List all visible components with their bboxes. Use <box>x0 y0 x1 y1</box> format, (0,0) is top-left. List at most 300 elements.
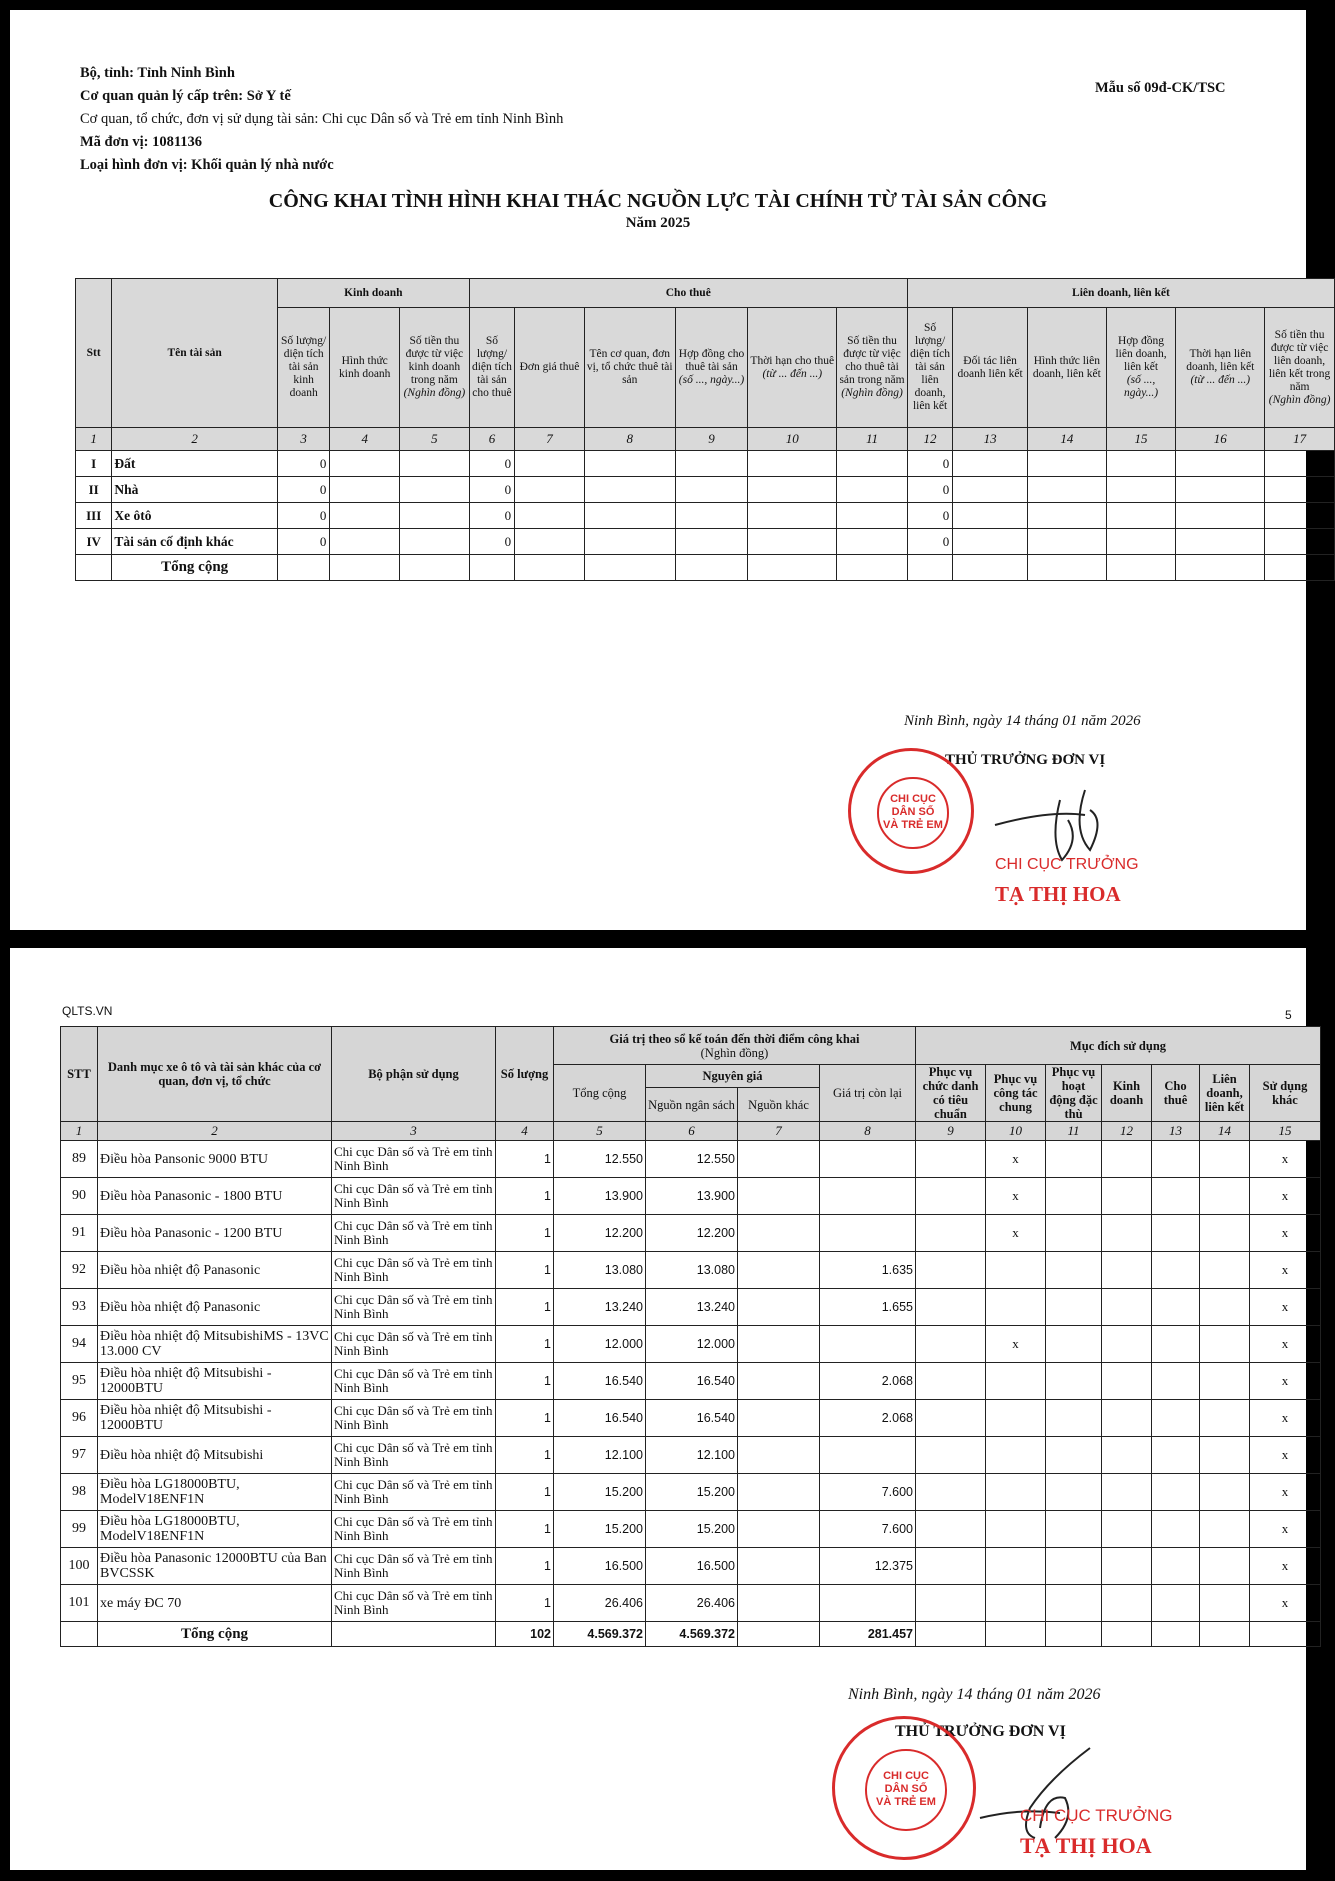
empty-cell <box>400 451 470 477</box>
col-14: Liên doanh, liên kết <box>1200 1065 1250 1122</box>
business-quantity: 0 <box>277 503 329 529</box>
handwritten-signature <box>970 1738 1110 1848</box>
budget-source-value: 16.500 <box>646 1548 738 1585</box>
column-index-15: 15 <box>1106 428 1176 451</box>
empty-cell <box>515 451 585 477</box>
column-index-1: 1 <box>76 428 112 451</box>
column-index-10: 10 <box>986 1122 1046 1141</box>
purpose-13 <box>1152 1363 1200 1400</box>
total-value: 13.900 <box>554 1178 646 1215</box>
col-10: Thời hạn cho thuê (từ ... đến ...) <box>748 308 837 428</box>
column-index-3: 3 <box>277 428 329 451</box>
header-superior: Cơ quan quản lý cấp trên: Sở Y tế <box>80 88 291 104</box>
empty-cell <box>1265 503 1335 529</box>
budget-source-value: 12.550 <box>646 1141 738 1178</box>
col-15: Hợp đồng liên doanh, liên kết (số ..., ngày...) <box>1106 308 1176 428</box>
budget-source-value: 13.240 <box>646 1289 738 1326</box>
purpose-11 <box>1046 1400 1102 1437</box>
purpose-14 <box>1200 1215 1250 1252</box>
header-unit-code: Mã đơn vị: 1081136 <box>80 134 203 150</box>
purpose-12 <box>1102 1585 1152 1622</box>
column-index-2: 2 <box>112 428 278 451</box>
purpose-12 <box>1102 1252 1152 1289</box>
empty-cell <box>1027 529 1106 555</box>
quantity: 1 <box>496 1585 554 1622</box>
col-8: Tên cơ quan, đơn vị, tổ chức thuê tài sản <box>584 308 675 428</box>
col-17: Số tiền thu được từ việc liên doanh, liên kết trong năm (Nghìn đồng) <box>1265 308 1335 428</box>
column-index-2: 2 <box>98 1122 332 1141</box>
other-source-value <box>738 1585 820 1622</box>
quantity: 1 <box>496 1511 554 1548</box>
column-index-3: 3 <box>332 1122 496 1141</box>
purpose-14 <box>1200 1548 1250 1585</box>
budget-source-value: 16.540 <box>646 1363 738 1400</box>
empty-cell <box>1027 477 1106 503</box>
empty-cell <box>584 477 675 503</box>
total-label: Tổng cộng <box>98 1622 332 1647</box>
seal-center: CHI CỤC DÂN SỐ VÀ TRẺ EM <box>877 777 948 848</box>
purpose-15: x <box>1250 1437 1321 1474</box>
rental-quantity: 0 <box>469 503 514 529</box>
row-number: III <box>76 503 112 529</box>
purpose-9 <box>916 1141 986 1178</box>
purpose-13 <box>1152 1400 1200 1437</box>
column-index-4: 4 <box>330 428 400 451</box>
remaining-value <box>820 1326 916 1363</box>
asset-name: Điều hòa nhiệt độ Mitsubishi - 12000BTU <box>98 1363 332 1400</box>
purpose-15: x <box>1250 1178 1321 1215</box>
asset-name: Tài sản cố định khác <box>112 529 278 555</box>
remaining-value <box>820 1215 916 1252</box>
asset-name: Điều hòa Panasonic - 1200 BTU <box>98 1215 332 1252</box>
total-value: 13.080 <box>554 1252 646 1289</box>
page-number: 5 <box>1285 1008 1292 1022</box>
empty-cell <box>953 451 1028 477</box>
group-rental: Cho thuê <box>469 279 907 308</box>
purpose-13 <box>1152 1437 1200 1474</box>
column-index-15: 15 <box>1250 1122 1321 1141</box>
department: Chi cục Dân số và Trẻ em tỉnh Ninh Bình <box>332 1289 496 1326</box>
purpose-10 <box>986 1363 1046 1400</box>
column-index-1: 1 <box>61 1122 98 1141</box>
group-purpose: Mục đích sử dụng <box>916 1027 1321 1065</box>
purpose-14 <box>1200 1437 1250 1474</box>
budget-source-value: 12.100 <box>646 1437 738 1474</box>
document-page-1 <box>10 10 1331 930</box>
total-value: 13.240 <box>554 1289 646 1326</box>
purpose-14 <box>1200 1585 1250 1622</box>
empty-cell <box>1106 451 1176 477</box>
table-row <box>61 1141 1321 1178</box>
asset-name: Điều hòa LG18000BTU, ModelV18ENF1N <box>98 1511 332 1548</box>
remaining-value <box>820 1585 916 1622</box>
purpose-14 <box>1200 1474 1250 1511</box>
col-stt: STT <box>61 1027 98 1122</box>
empty-cell <box>1176 477 1265 503</box>
col-asset-name: Tên tài sản <box>112 279 278 428</box>
purpose-10 <box>986 1289 1046 1326</box>
remaining-value: 1.635 <box>820 1252 916 1289</box>
department: Chi cục Dân số và Trẻ em tỉnh Ninh Bình <box>332 1585 496 1622</box>
col-11: Số tiền thu được từ việc cho thuê tài sản trong năm (Nghìn đồng) <box>837 308 908 428</box>
asset-name: Điều hòa Panasonic - 1800 BTU <box>98 1178 332 1215</box>
empty-cell <box>953 529 1028 555</box>
business-quantity: 0 <box>277 477 329 503</box>
purpose-10: x <box>986 1141 1046 1178</box>
column-index-13: 13 <box>1152 1122 1200 1141</box>
col-asset-name: Danh mục xe ô tô và tài sản khác của cơ quan, đơn vị, tổ chức <box>98 1027 332 1122</box>
purpose-11 <box>1046 1437 1102 1474</box>
col-quantity: Số lượng <box>496 1027 554 1122</box>
purpose-9 <box>916 1363 986 1400</box>
row-number: 97 <box>61 1437 98 1474</box>
col-7: Đơn giá thuê <box>515 308 585 428</box>
empty-cell <box>837 451 908 477</box>
row-number: I <box>76 451 112 477</box>
purpose-9 <box>916 1511 986 1548</box>
empty-cell <box>748 529 837 555</box>
empty-cell <box>584 503 675 529</box>
budget-source-value: 15.200 <box>646 1511 738 1548</box>
purpose-9 <box>916 1215 986 1252</box>
purpose-13 <box>1152 1511 1200 1548</box>
col-5: Số tiền thu được từ việc kinh doanh trong năm (Nghìn đồng) <box>400 308 470 428</box>
empty-cell <box>1106 503 1176 529</box>
header-province: Bộ, tỉnh: Tỉnh Ninh Bình <box>80 65 235 81</box>
remaining-value: 1.655 <box>820 1289 916 1326</box>
purpose-14 <box>1200 1289 1250 1326</box>
purpose-10 <box>986 1511 1046 1548</box>
quantity: 1 <box>496 1363 554 1400</box>
remaining-value: 12.375 <box>820 1548 916 1585</box>
asset-name: Điều hòa Panasonic 12000BTU của Ban BVCSSK <box>98 1548 332 1585</box>
header-agency: Cơ quan, tổ chức, đơn vị sử dụng tài sản: Chi cục Dân số và Trẻ em tỉnh Ninh Bình <box>80 111 564 127</box>
other-source-value <box>738 1363 820 1400</box>
header-unit-type: Loại hình đơn vị: Khối quản lý nhà nước <box>80 157 334 173</box>
column-index-12: 12 <box>907 428 952 451</box>
asset-name: Đất <box>112 451 278 477</box>
empty-cell <box>1265 529 1335 555</box>
column-index-row <box>76 428 1335 451</box>
purpose-12 <box>1102 1511 1152 1548</box>
row-number: 92 <box>61 1252 98 1289</box>
empty-cell <box>1176 503 1265 529</box>
asset-name: Điều hòa nhiệt độ Panasonic <box>98 1289 332 1326</box>
department: Chi cục Dân số và Trẻ em tỉnh Ninh Bình <box>332 1141 496 1178</box>
other-source-value <box>738 1437 820 1474</box>
other-source-value <box>738 1511 820 1548</box>
total-value: 26.406 <box>554 1585 646 1622</box>
row-number: 96 <box>61 1400 98 1437</box>
purpose-9 <box>916 1326 986 1363</box>
quantity: 1 <box>496 1474 554 1511</box>
empty-cell <box>837 477 908 503</box>
table-row <box>76 503 1335 529</box>
joint-venture-quantity: 0 <box>907 503 952 529</box>
column-index-11: 11 <box>1046 1122 1102 1141</box>
empty-cell <box>953 477 1028 503</box>
total-value: 4.569.372 <box>554 1622 646 1647</box>
asset-name: Nhà <box>112 477 278 503</box>
column-index-17: 17 <box>1265 428 1335 451</box>
remaining-value <box>820 1141 916 1178</box>
other-source-value <box>738 1141 820 1178</box>
empty-cell <box>515 529 585 555</box>
quantity: 1 <box>496 1400 554 1437</box>
col-9: Hợp đồng cho thuê tài sản (số ..., ngày...) <box>675 308 748 428</box>
col-other-source: Nguồn khác <box>738 1088 820 1122</box>
signature-place-date: Ninh Bình, ngày 14 tháng 01 năm 2026 <box>904 713 1141 729</box>
purpose-14 <box>1200 1363 1250 1400</box>
column-index-8: 8 <box>820 1122 916 1141</box>
purpose-14 <box>1200 1178 1250 1215</box>
department: Chi cục Dân số và Trẻ em tỉnh Ninh Bình <box>332 1252 496 1289</box>
empty-cell <box>1176 529 1265 555</box>
empty-cell <box>1106 477 1176 503</box>
purpose-12 <box>1102 1437 1152 1474</box>
seal-center: CHI CỤC DÂN SỐ VÀ TRẺ EM <box>865 1749 946 1830</box>
budget-source-value: 13.080 <box>646 1252 738 1289</box>
column-index-5: 5 <box>554 1122 646 1141</box>
purpose-10: x <box>986 1326 1046 1363</box>
table-row <box>61 1437 1321 1474</box>
rental-quantity: 0 <box>469 451 514 477</box>
purpose-10 <box>986 1252 1046 1289</box>
total-value: 16.540 <box>554 1363 646 1400</box>
row-number: IV <box>76 529 112 555</box>
total-budget: 4.569.372 <box>646 1622 738 1647</box>
purpose-12 <box>1102 1178 1152 1215</box>
empty-cell <box>675 503 748 529</box>
col-9: Phục vụ chức danh có tiêu chuẩn <box>916 1065 986 1122</box>
purpose-15: x <box>1250 1400 1321 1437</box>
empty-cell <box>400 529 470 555</box>
purpose-9 <box>916 1289 986 1326</box>
purpose-13 <box>1152 1252 1200 1289</box>
purpose-15: x <box>1250 1326 1321 1363</box>
column-index-11: 11 <box>837 428 908 451</box>
table-row <box>76 451 1335 477</box>
purpose-9 <box>916 1178 986 1215</box>
row-number: 90 <box>61 1178 98 1215</box>
other-source-value <box>738 1400 820 1437</box>
table-row <box>76 529 1335 555</box>
purpose-14 <box>1200 1511 1250 1548</box>
empty-cell <box>953 503 1028 529</box>
col-total: Tổng cộng <box>554 1065 646 1122</box>
rental-quantity: 0 <box>469 529 514 555</box>
department: Chi cục Dân số và Trẻ em tỉnh Ninh Bình <box>332 1511 496 1548</box>
col-16: Thời hạn liên doanh, liên kết (từ ... đến ...) <box>1176 308 1265 428</box>
asset-name: Điều hòa nhiệt độ Mitsubishi - 12000BTU <box>98 1400 332 1437</box>
purpose-12 <box>1102 1548 1152 1585</box>
empty-cell <box>1176 451 1265 477</box>
joint-venture-quantity: 0 <box>907 451 952 477</box>
other-source-value <box>738 1289 820 1326</box>
purpose-10: x <box>986 1215 1046 1252</box>
purpose-15: x <box>1250 1585 1321 1622</box>
other-source-value <box>738 1474 820 1511</box>
purpose-13 <box>1152 1289 1200 1326</box>
other-source-value <box>738 1252 820 1289</box>
purpose-10 <box>986 1585 1046 1622</box>
total-label: Tổng cộng <box>112 555 278 581</box>
total-remaining: 281.457 <box>820 1622 916 1647</box>
purpose-13 <box>1152 1215 1200 1252</box>
column-index-9: 9 <box>675 428 748 451</box>
other-source-value <box>738 1178 820 1215</box>
column-index-6: 6 <box>646 1122 738 1141</box>
col-budget-source: Nguồn ngân sách <box>646 1088 738 1122</box>
department: Chi cục Dân số và Trẻ em tỉnh Ninh Bình <box>332 1548 496 1585</box>
purpose-12 <box>1102 1141 1152 1178</box>
budget-source-value: 13.900 <box>646 1178 738 1215</box>
empty-cell <box>515 503 585 529</box>
purpose-12 <box>1102 1215 1152 1252</box>
remaining-value <box>820 1178 916 1215</box>
purpose-15: x <box>1250 1363 1321 1400</box>
table-row <box>61 1326 1321 1363</box>
purpose-14 <box>1200 1326 1250 1363</box>
empty-cell <box>400 477 470 503</box>
column-index-13: 13 <box>953 428 1028 451</box>
empty-cell <box>675 451 748 477</box>
purpose-11 <box>1046 1141 1102 1178</box>
row-number: 94 <box>61 1326 98 1363</box>
empty-cell <box>748 451 837 477</box>
total-value: 12.550 <box>554 1141 646 1178</box>
col-6: Số lượng/ diện tích tài sản cho thuê <box>469 308 514 428</box>
purpose-11 <box>1046 1178 1102 1215</box>
column-index-row <box>61 1122 1321 1141</box>
total-value: 15.200 <box>554 1511 646 1548</box>
row-number: 100 <box>61 1548 98 1585</box>
empty-cell <box>837 529 908 555</box>
column-index-4: 4 <box>496 1122 554 1141</box>
purpose-11 <box>1046 1585 1102 1622</box>
quantity: 1 <box>496 1215 554 1252</box>
row-number: II <box>76 477 112 503</box>
purpose-9 <box>916 1548 986 1585</box>
asset-list-table <box>60 1026 1321 1647</box>
purpose-11 <box>1046 1326 1102 1363</box>
form-number: Mẫu số 09đ-CK/TSC <box>1095 80 1226 96</box>
signature-place-date: Ninh Bình, ngày 14 tháng 01 năm 2026 <box>848 1686 1101 1703</box>
column-index-14: 14 <box>1027 428 1106 451</box>
asset-name: xe máy ĐC 70 <box>98 1585 332 1622</box>
department: Chi cục Dân số và Trẻ em tỉnh Ninh Bình <box>332 1178 496 1215</box>
budget-source-value: 12.200 <box>646 1215 738 1252</box>
empty-cell <box>330 529 400 555</box>
empty-cell <box>675 477 748 503</box>
total-value: 15.200 <box>554 1474 646 1511</box>
quantity: 1 <box>496 1141 554 1178</box>
asset-name: Điều hòa nhiệt độ Panasonic <box>98 1252 332 1289</box>
official-seal <box>832 1716 976 1860</box>
table-row <box>61 1585 1321 1622</box>
empty-cell <box>748 477 837 503</box>
empty-cell <box>748 503 837 529</box>
total-value: 12.100 <box>554 1437 646 1474</box>
purpose-15: x <box>1250 1289 1321 1326</box>
purpose-10: x <box>986 1178 1046 1215</box>
purpose-10 <box>986 1548 1046 1585</box>
purpose-11 <box>1046 1252 1102 1289</box>
site-label: QLTS.VN <box>62 1004 113 1018</box>
empty-cell <box>330 477 400 503</box>
department: Chi cục Dân số và Trẻ em tỉnh Ninh Bình <box>332 1215 496 1252</box>
group-joint-venture: Liên doanh, liên kết <box>907 279 1334 308</box>
column-index-12: 12 <box>1102 1122 1152 1141</box>
budget-source-value: 26.406 <box>646 1585 738 1622</box>
signer-name: TẠ THỊ HOA <box>995 882 1121 906</box>
department: Chi cục Dân số và Trẻ em tỉnh Ninh Bình <box>332 1363 496 1400</box>
empty-cell <box>1265 477 1335 503</box>
row-number: 101 <box>61 1585 98 1622</box>
purpose-13 <box>1152 1326 1200 1363</box>
purpose-10 <box>986 1474 1046 1511</box>
purpose-9 <box>916 1474 986 1511</box>
purpose-10 <box>986 1400 1046 1437</box>
total-quantity: 102 <box>496 1622 554 1647</box>
col-stt: Stt <box>76 279 112 428</box>
purpose-11 <box>1046 1474 1102 1511</box>
asset-name: Điều hòa nhiệt độ Mitsubishi <box>98 1437 332 1474</box>
signer-name: TẠ THỊ HOA <box>1020 1833 1152 1858</box>
column-index-6: 6 <box>469 428 514 451</box>
row-number: 93 <box>61 1289 98 1326</box>
department: Chi cục Dân số và Trẻ em tỉnh Ninh Bình <box>332 1326 496 1363</box>
col-11: Phục vụ hoạt động đặc thù <box>1046 1065 1102 1122</box>
col-12: Số lượng/ diện tích tài sản liên doanh, liên kết <box>907 308 952 428</box>
purpose-9 <box>916 1585 986 1622</box>
budget-source-value: 12.000 <box>646 1326 738 1363</box>
column-index-10: 10 <box>748 428 837 451</box>
table-row <box>61 1511 1321 1548</box>
asset-name: Điều hòa Pansonic 9000 BTU <box>98 1141 332 1178</box>
empty-cell <box>837 503 908 529</box>
signer-title: CHI CỤC TRƯỞNG <box>995 856 1139 873</box>
empty-cell <box>330 503 400 529</box>
empty-cell <box>1106 529 1176 555</box>
column-index-7: 7 <box>738 1122 820 1141</box>
empty-cell <box>584 451 675 477</box>
empty-cell <box>400 503 470 529</box>
purpose-9 <box>916 1437 986 1474</box>
col-department: Bộ phận sử dụng <box>332 1027 496 1122</box>
budget-source-value: 16.540 <box>646 1400 738 1437</box>
remaining-value: 2.068 <box>820 1363 916 1400</box>
remaining-value <box>820 1437 916 1474</box>
column-index-9: 9 <box>916 1122 986 1141</box>
table-row <box>61 1400 1321 1437</box>
purpose-14 <box>1200 1400 1250 1437</box>
col-14: Hình thức liên doanh, liên kết <box>1027 308 1106 428</box>
purpose-12 <box>1102 1326 1152 1363</box>
table-row <box>61 1548 1321 1585</box>
empty-cell <box>584 529 675 555</box>
col-12: Kinh doanh <box>1102 1065 1152 1122</box>
column-index-7: 7 <box>515 428 585 451</box>
purpose-11 <box>1046 1548 1102 1585</box>
purpose-13 <box>1152 1178 1200 1215</box>
purpose-12 <box>1102 1289 1152 1326</box>
purpose-15: x <box>1250 1474 1321 1511</box>
row-number: 99 <box>61 1511 98 1548</box>
table-row <box>76 477 1335 503</box>
table-row <box>61 1252 1321 1289</box>
purpose-12 <box>1102 1363 1152 1400</box>
